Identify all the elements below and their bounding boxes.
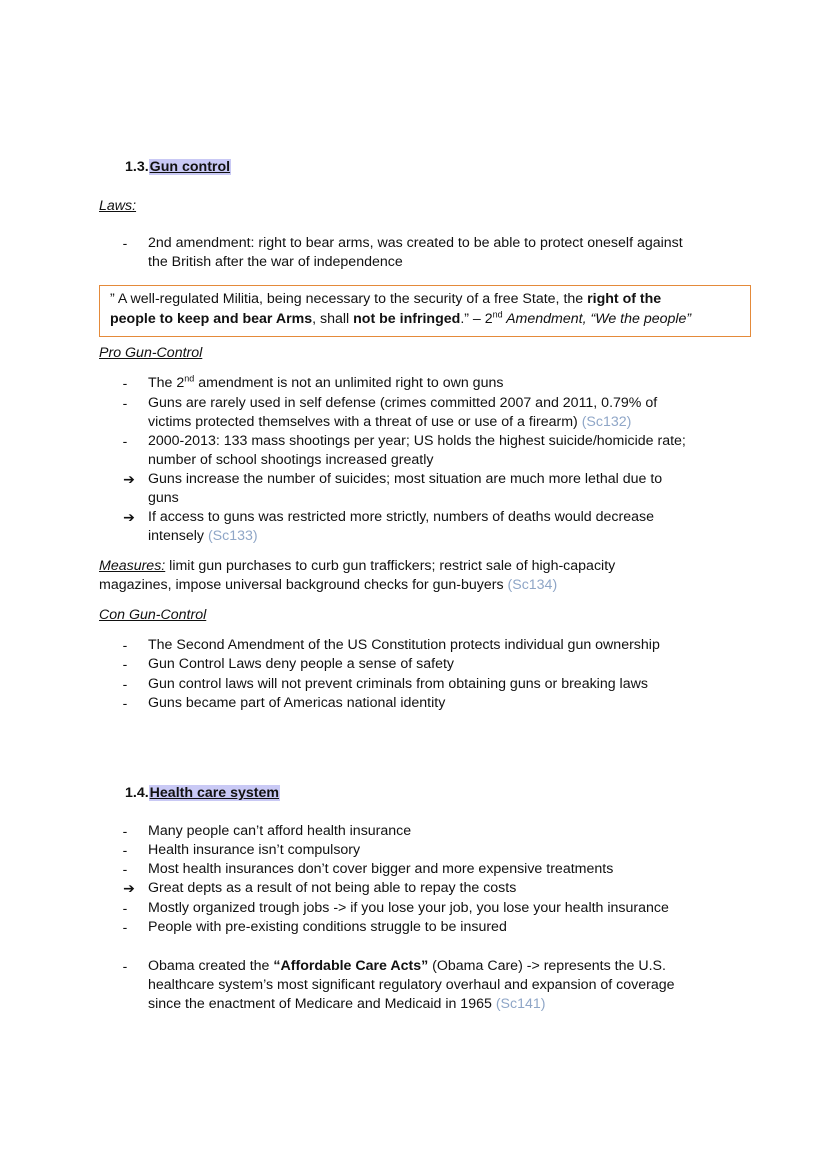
pro-item-4-line-2: guns	[148, 490, 179, 506]
quote-bold: right of the	[587, 291, 662, 307]
text: (Obama Care) -> represents the U.S.	[428, 958, 666, 974]
pro-item-3-line-1: 2000-2013: 133 mass shootings per year; US holds the highest suicide/homicide rate;	[148, 433, 686, 449]
quote-text: ” A well-regulated Militia, being necessary to the security of a free State, the	[110, 291, 588, 307]
pro-item-2-line-2	[148, 413, 631, 432]
text: limit gun purchases to curb gun traffickers; restrict sale of high-capacity	[165, 558, 616, 574]
laws-item-line-2: the British after the war of independence	[148, 254, 403, 270]
health-item: Many people can’t afford health insurance	[148, 823, 412, 839]
pro-gun-control-label: Pro Gun-Control	[99, 345, 203, 361]
pro-item-4-line-1: Guns increase the number of suicides; most situation are much more lethal due to	[148, 471, 663, 487]
bullet-dash: -	[122, 235, 128, 251]
bullet-dash: -	[122, 375, 128, 391]
measures-label: Measures:	[99, 558, 166, 574]
con-item: Gun control laws will not prevent criminals from obtaining guns or breaking laws	[148, 676, 648, 692]
bullet-dash: -	[122, 900, 128, 916]
bullet-dash: -	[122, 395, 128, 411]
text: Obama created the	[148, 958, 274, 974]
quote-text: , shall	[312, 311, 354, 327]
health-item: People with pre-existing conditions struggle to be insured	[148, 919, 507, 935]
section-number: 1.4.	[125, 785, 149, 801]
quote-line-2	[110, 310, 691, 329]
arrow-icon: ➔	[123, 880, 135, 896]
text: since the enactment of Medicare and Medicaid in 1965	[148, 996, 496, 1012]
quote-text: .” – 2	[460, 311, 493, 327]
quote-bold: people to keep and bear Arms	[110, 311, 313, 327]
section-title: Health care system	[149, 785, 280, 801]
health-item: Mostly organized trough jobs -> if you lose your job, you lose your health insurance	[148, 900, 669, 916]
health-item: Great depts as a result of not being able to repay the costs	[148, 880, 517, 896]
measures-line-2	[99, 576, 557, 595]
pro-item-1	[148, 374, 503, 393]
quote-line-1	[110, 290, 661, 309]
section-title: Gun control	[149, 159, 231, 175]
source-ref: (Sc133)	[207, 528, 258, 544]
bullet-dash: -	[122, 958, 128, 974]
obama-line-1	[148, 957, 666, 976]
pro-item-3-line-2: number of school shootings increased greatly	[148, 452, 434, 468]
pro-item-5-line-2	[148, 527, 258, 546]
text: intensely	[148, 528, 208, 544]
arrow-icon: ➔	[123, 471, 135, 487]
quote-bold: not be infringed	[353, 311, 461, 327]
health-item: Health insurance isn’t compulsory	[148, 842, 361, 858]
measures-line-1	[99, 557, 615, 576]
laws-item-line-1: 2nd amendment: right to bear arms, was created to be able to protect oneself against	[148, 235, 683, 251]
source-ref: (Sc132)	[581, 414, 632, 430]
con-gun-control-label: Con Gun-Control	[99, 607, 207, 623]
bullet-dash: -	[122, 823, 128, 839]
source-ref: (Sc134)	[507, 577, 558, 593]
section-number: 1.3.	[125, 159, 149, 175]
con-item: The Second Amendment of the US Constitution protects individual gun ownership	[148, 637, 660, 653]
text: magazines, impose universal background checks for gun-buyers	[99, 577, 508, 593]
superscript: nd	[184, 373, 195, 384]
obama-line-2: healthcare system’s most significant regulatory overhaul and expansion of coverage	[148, 977, 675, 993]
quote-sup: nd	[492, 309, 503, 320]
con-item: Guns became part of Americas national identity	[148, 695, 446, 711]
bullet-dash: -	[122, 433, 128, 449]
bold-text: “Affordable Care Acts”	[273, 958, 429, 974]
con-item: Gun Control Laws deny people a sense of safety	[148, 656, 455, 672]
arrow-icon: ➔	[123, 509, 135, 525]
laws-label: Laws:	[99, 198, 137, 214]
bullet-dash: -	[122, 676, 128, 692]
bullet-dash: -	[122, 637, 128, 653]
pro-item-2-line-1: Guns are rarely used in self defense (crimes committed 2007 and 2011, 0.79% of	[148, 395, 658, 411]
pro-item-5-line-1: If access to guns was restricted more strictly, numbers of deaths would decrease	[148, 509, 654, 525]
bullet-dash: -	[122, 695, 128, 711]
section-heading-health-care	[125, 785, 280, 801]
text: The 2	[148, 375, 185, 391]
section-heading-gun-control	[125, 159, 231, 175]
bullet-dash: -	[122, 861, 128, 877]
source-ref: (Sc141)	[495, 996, 546, 1012]
bullet-dash: -	[122, 656, 128, 672]
text: victims protected themselves with a threat of use or use of a firearm)	[148, 414, 582, 430]
health-item: Most health insurances don’t cover bigger and more expensive treatments	[148, 861, 614, 877]
quote-source: Amendment, “We the people”	[502, 311, 692, 327]
obama-line-3	[148, 995, 546, 1014]
bullet-dash: -	[122, 919, 128, 935]
text: amendment is not an unlimited right to own guns	[194, 375, 504, 391]
bullet-dash: -	[122, 842, 128, 858]
